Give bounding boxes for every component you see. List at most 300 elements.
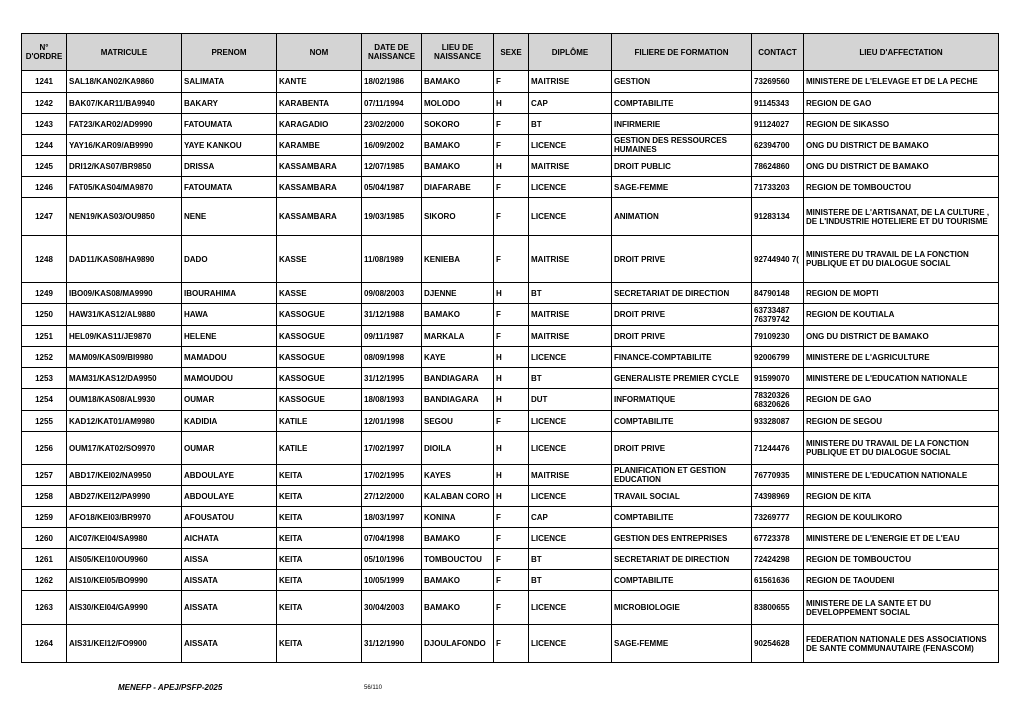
cell-affectation: ONG DU DISTRICT DE BAMAKO xyxy=(804,156,999,177)
cell-birth-date: 12/01/1998 xyxy=(362,411,422,432)
cell-matricule: DAD11/KAS08/HA9890 xyxy=(67,236,182,283)
header-matricule: MATRICULE xyxy=(67,34,182,71)
cell-birth-place: SIKORO xyxy=(422,198,494,236)
cell-sexe: F xyxy=(494,198,529,236)
cell-contact: 71244476 xyxy=(752,432,804,465)
cell-affectation: MINISTERE DE L'ARTISANAT, DE LA CULTURE , DE L'INDUSTRIE HOTELIERE ET DU TOURISME xyxy=(804,198,999,236)
table-row xyxy=(22,570,999,591)
cell-birth-date: 10/05/1999 xyxy=(362,570,422,591)
table-body xyxy=(22,71,999,663)
cell-filiere: SAGE-FEMME xyxy=(612,177,752,198)
cell-prenom: DRISSA xyxy=(182,156,277,177)
cell-filiere: ANIMATION xyxy=(612,198,752,236)
cell-order: 1241 xyxy=(22,71,67,93)
cell-contact: 83800655 xyxy=(752,591,804,625)
cell-contact: 91599070 xyxy=(752,368,804,389)
header-sexe: SEXE xyxy=(494,34,529,71)
header-filiere: FILIERE DE FORMATION xyxy=(612,34,752,71)
table-row xyxy=(22,71,999,93)
cell-prenom: FATOUMATA xyxy=(182,114,277,135)
cell-birth-date: 07/04/1998 xyxy=(362,528,422,549)
cell-sexe: F xyxy=(494,326,529,347)
cell-prenom: NENE xyxy=(182,198,277,236)
cell-affectation: REGION DE TOMBOUCTOU xyxy=(804,549,999,570)
cell-contact: 76770935 xyxy=(752,465,804,486)
cell-birth-place: KAYE xyxy=(422,347,494,368)
cell-order: 1251 xyxy=(22,326,67,347)
cell-matricule: OUM18/KAS08/AL9930 xyxy=(67,389,182,411)
cell-diplome: BT xyxy=(529,549,612,570)
table-row xyxy=(22,236,999,283)
cell-birth-date: 17/02/1997 xyxy=(362,432,422,465)
cell-diplome: MAITRISE xyxy=(529,236,612,283)
cell-birth-date: 09/11/1987 xyxy=(362,326,422,347)
table-row xyxy=(22,114,999,135)
cell-filiere: SECRETARIAT DE DIRECTION xyxy=(612,549,752,570)
cell-prenom: YAYE KANKOU xyxy=(182,135,277,156)
cell-birth-place: BAMAKO xyxy=(422,591,494,625)
cell-prenom: AISSATA xyxy=(182,591,277,625)
cell-matricule: AIC07/KEI04/SA9980 xyxy=(67,528,182,549)
cell-nom: KATILE xyxy=(277,432,362,465)
cell-diplome: LICENCE xyxy=(529,198,612,236)
cell-matricule: MAM09/KAS09/BI9980 xyxy=(67,347,182,368)
cell-sexe: F xyxy=(494,528,529,549)
cell-birth-place: KENIEBA xyxy=(422,236,494,283)
cell-matricule: BAK07/KAR11/BA9940 xyxy=(67,93,182,114)
cell-filiere: INFIRMERIE xyxy=(612,114,752,135)
cell-affectation: REGION DE GAO xyxy=(804,93,999,114)
cell-matricule: AIS30/KEI04/GA9990 xyxy=(67,591,182,625)
cell-sexe: H xyxy=(494,93,529,114)
cell-birth-date: 08/09/1998 xyxy=(362,347,422,368)
table-row xyxy=(22,549,999,570)
table-row xyxy=(22,411,999,432)
cell-filiere: SECRETARIAT DE DIRECTION xyxy=(612,283,752,304)
cell-affectation: FEDERATION NATIONALE DES ASSOCIATIONS DE SANTE COMMUNAUTAIRE (FENASCOM) xyxy=(804,625,999,663)
cell-nom: KEITA xyxy=(277,465,362,486)
cell-sexe: F xyxy=(494,135,529,156)
table-row xyxy=(22,177,999,198)
cell-contact: 91145343 xyxy=(752,93,804,114)
cell-filiere: COMPTABILITE xyxy=(612,411,752,432)
header-birth-date: DATE DE NAISSANCE xyxy=(362,34,422,71)
cell-affectation: MINISTERE DU TRAVAIL DE LA FONCTION PUBLIQUE ET DU DIALOGUE SOCIAL xyxy=(804,236,999,283)
cell-filiere: GESTION DES ENTREPRISES xyxy=(612,528,752,549)
cell-sexe: F xyxy=(494,625,529,663)
cell-sexe: F xyxy=(494,507,529,528)
cell-diplome: BT xyxy=(529,283,612,304)
cell-filiere: COMPTABILITE xyxy=(612,507,752,528)
cell-diplome: CAP xyxy=(529,507,612,528)
header-nom: NOM xyxy=(277,34,362,71)
footer-reference: MENEFP - APEJ/PSFP-2025 xyxy=(118,683,223,692)
cell-nom: KEITA xyxy=(277,591,362,625)
cell-birth-place: DIAFARABE xyxy=(422,177,494,198)
cell-nom: KEITA xyxy=(277,570,362,591)
cell-nom: KASSOGUE xyxy=(277,304,362,326)
cell-diplome: MAITRISE xyxy=(529,326,612,347)
cell-prenom: AFOUSATOU xyxy=(182,507,277,528)
header-affectation: LIEU D'AFFECTATION xyxy=(804,34,999,71)
cell-diplome: LICENCE xyxy=(529,177,612,198)
cell-sexe: F xyxy=(494,570,529,591)
cell-nom: KASSOGUE xyxy=(277,326,362,347)
cell-birth-place: DIOILA xyxy=(422,432,494,465)
cell-prenom: OUMAR xyxy=(182,389,277,411)
cell-filiere: INFORMATIQUE xyxy=(612,389,752,411)
cell-birth-place: KONINA xyxy=(422,507,494,528)
cell-affectation: MINISTERE DE L'ENERGIE ET DE L'EAU xyxy=(804,528,999,549)
cell-filiere: DROIT PRIVE xyxy=(612,304,752,326)
cell-matricule: MAM31/KAS12/DA9950 xyxy=(67,368,182,389)
cell-contact: 72424298 xyxy=(752,549,804,570)
cell-diplome: MAITRISE xyxy=(529,465,612,486)
cell-birth-date: 18/03/1997 xyxy=(362,507,422,528)
cell-birth-date: 12/07/1985 xyxy=(362,156,422,177)
recruitment-table xyxy=(21,33,999,663)
cell-sexe: H xyxy=(494,389,529,411)
cell-affectation: ONG DU DISTRICT DE BAMAKO xyxy=(804,135,999,156)
cell-prenom: KADIDIA xyxy=(182,411,277,432)
cell-affectation: REGION DE KITA xyxy=(804,486,999,507)
header-row xyxy=(22,34,999,71)
cell-nom: KASSOGUE xyxy=(277,368,362,389)
cell-filiere: FINANCE-COMPTABILITE xyxy=(612,347,752,368)
cell-matricule: HAW31/KAS12/AL9880 xyxy=(67,304,182,326)
cell-prenom: AISSA xyxy=(182,549,277,570)
cell-matricule: AFO18/KEI03/BR9970 xyxy=(67,507,182,528)
cell-order: 1246 xyxy=(22,177,67,198)
cell-birth-date: 19/03/1985 xyxy=(362,198,422,236)
cell-matricule: FAT23/KAR02/AD9990 xyxy=(67,114,182,135)
cell-sexe: H xyxy=(494,368,529,389)
table-row xyxy=(22,156,999,177)
cell-birth-place: BANDIAGARA xyxy=(422,368,494,389)
cell-birth-date: 07/11/1994 xyxy=(362,93,422,114)
cell-prenom: AICHATA xyxy=(182,528,277,549)
cell-order: 1263 xyxy=(22,591,67,625)
cell-order: 1252 xyxy=(22,347,67,368)
cell-birth-date: 18/02/1986 xyxy=(362,71,422,93)
cell-matricule: SAL18/KAN02/KA9860 xyxy=(67,71,182,93)
cell-prenom: HAWA xyxy=(182,304,277,326)
cell-sexe: F xyxy=(494,304,529,326)
cell-matricule: IBO09/KAS08/MA9990 xyxy=(67,283,182,304)
cell-birth-place: MARKALA xyxy=(422,326,494,347)
cell-affectation: REGION DE GAO xyxy=(804,389,999,411)
cell-nom: KARAMBE xyxy=(277,135,362,156)
cell-prenom: FATOUMATA xyxy=(182,177,277,198)
cell-diplome: DUT xyxy=(529,389,612,411)
table-row xyxy=(22,625,999,663)
cell-order: 1242 xyxy=(22,93,67,114)
cell-birth-date: 18/08/1993 xyxy=(362,389,422,411)
cell-diplome: MAITRISE xyxy=(529,156,612,177)
cell-prenom: OUMAR xyxy=(182,432,277,465)
cell-affectation: REGION DE KOULIKORO xyxy=(804,507,999,528)
cell-birth-place: BAMAKO xyxy=(422,156,494,177)
cell-contact: 90254628 xyxy=(752,625,804,663)
cell-birth-place: SEGOU xyxy=(422,411,494,432)
cell-contact: 78624860 xyxy=(752,156,804,177)
page-number: 56/110 xyxy=(364,685,382,691)
cell-order: 1249 xyxy=(22,283,67,304)
cell-order: 1256 xyxy=(22,432,67,465)
cell-filiere: GENERALISTE PREMIER CYCLE xyxy=(612,368,752,389)
cell-filiere: DROIT PRIVE xyxy=(612,432,752,465)
cell-order: 1255 xyxy=(22,411,67,432)
cell-contact: 91124027 xyxy=(752,114,804,135)
table-row xyxy=(22,304,999,326)
header-contact: CONTACT xyxy=(752,34,804,71)
cell-matricule: ABD17/KEI02/NA9950 xyxy=(67,465,182,486)
cell-order: 1258 xyxy=(22,486,67,507)
cell-diplome: LICENCE xyxy=(529,432,612,465)
cell-order: 1247 xyxy=(22,198,67,236)
cell-nom: KASSAMBARA xyxy=(277,198,362,236)
header-order: N° D'ORDRE xyxy=(22,34,67,71)
cell-birth-place: SOKORO xyxy=(422,114,494,135)
cell-birth-date: 17/02/1995 xyxy=(362,465,422,486)
cell-prenom: SALIMATA xyxy=(182,71,277,93)
cell-birth-date: 27/12/2000 xyxy=(362,486,422,507)
table-row xyxy=(22,326,999,347)
table-row xyxy=(22,198,999,236)
cell-prenom: IBOURAHIMA xyxy=(182,283,277,304)
cell-filiere: COMPTABILITE xyxy=(612,93,752,114)
cell-sexe: H xyxy=(494,283,529,304)
cell-prenom: MAMOUDOU xyxy=(182,368,277,389)
cell-filiere: TRAVAIL SOCIAL xyxy=(612,486,752,507)
cell-order: 1253 xyxy=(22,368,67,389)
cell-sexe: F xyxy=(494,591,529,625)
cell-prenom: AISSATA xyxy=(182,570,277,591)
cell-contact: 63733487 76379742 xyxy=(752,304,804,326)
cell-diplome: LICENCE xyxy=(529,486,612,507)
cell-order: 1254 xyxy=(22,389,67,411)
cell-matricule: OUM17/KAT02/SO9970 xyxy=(67,432,182,465)
cell-nom: KANTE xyxy=(277,71,362,93)
cell-order: 1259 xyxy=(22,507,67,528)
cell-affectation: MINISTERE DE L'AGRICULTURE xyxy=(804,347,999,368)
cell-sexe: F xyxy=(494,71,529,93)
cell-birth-date: 31/12/1988 xyxy=(362,304,422,326)
cell-birth-date: 30/04/2003 xyxy=(362,591,422,625)
cell-affectation: REGION DE SIKASSO xyxy=(804,114,999,135)
cell-filiere: PLANIFICATION ET GESTION EDUCATION xyxy=(612,465,752,486)
cell-prenom: ABDOULAYE xyxy=(182,486,277,507)
cell-sexe: H xyxy=(494,432,529,465)
table-row xyxy=(22,389,999,411)
cell-sexe: H xyxy=(494,156,529,177)
cell-nom: KEITA xyxy=(277,625,362,663)
cell-affectation: MINISTERE DE L'EDUCATION NATIONALE xyxy=(804,465,999,486)
cell-matricule: FAT05/KAS04/MA9870 xyxy=(67,177,182,198)
cell-prenom: HELENE xyxy=(182,326,277,347)
cell-affectation: MINISTERE DE L'EDUCATION NATIONALE xyxy=(804,368,999,389)
cell-diplome: MAITRISE xyxy=(529,304,612,326)
cell-nom: KASSE xyxy=(277,283,362,304)
header-prenom: PRENOM xyxy=(182,34,277,71)
cell-nom: KARABENTA xyxy=(277,93,362,114)
cell-order: 1264 xyxy=(22,625,67,663)
cell-contact: 62394700 xyxy=(752,135,804,156)
cell-affectation: ONG DU DISTRICT DE BAMAKO xyxy=(804,326,999,347)
table-row xyxy=(22,432,999,465)
cell-birth-date: 09/08/2003 xyxy=(362,283,422,304)
cell-matricule: YAY16/KAR09/AB9990 xyxy=(67,135,182,156)
cell-birth-place: BAMAKO xyxy=(422,135,494,156)
cell-contact: 93328087 xyxy=(752,411,804,432)
cell-nom: KEITA xyxy=(277,507,362,528)
table-row xyxy=(22,368,999,389)
cell-contact: 84790148 xyxy=(752,283,804,304)
cell-nom: KEITA xyxy=(277,549,362,570)
cell-birth-place: BANDIAGARA xyxy=(422,389,494,411)
cell-affectation: REGION DE MOPTI xyxy=(804,283,999,304)
cell-matricule: NEN19/KAS03/OU9850 xyxy=(67,198,182,236)
cell-birth-place: DJOULAFONDO xyxy=(422,625,494,663)
cell-affectation: MINISTERE DE LA SANTE ET DU DEVELOPPEMENT SOCIAL xyxy=(804,591,999,625)
cell-contact: 74398969 xyxy=(752,486,804,507)
cell-birth-place: DJENNE xyxy=(422,283,494,304)
cell-filiere: DROIT PUBLIC xyxy=(612,156,752,177)
cell-nom: KASSAMBARA xyxy=(277,156,362,177)
cell-nom: KASSOGUE xyxy=(277,389,362,411)
cell-order: 1261 xyxy=(22,549,67,570)
cell-order: 1243 xyxy=(22,114,67,135)
cell-contact: 73269560 xyxy=(752,71,804,93)
cell-diplome: MAITRISE xyxy=(529,71,612,93)
header-birth-place: LIEU DE NAISSANCE xyxy=(422,34,494,71)
cell-sexe: H xyxy=(494,347,529,368)
cell-nom: KEITA xyxy=(277,528,362,549)
cell-contact: 78320326 68320626 xyxy=(752,389,804,411)
cell-birth-date: 31/12/1990 xyxy=(362,625,422,663)
cell-birth-date: 16/09/2002 xyxy=(362,135,422,156)
cell-matricule: AIS31/KEI12/FO9900 xyxy=(67,625,182,663)
cell-filiere: COMPTABILITE xyxy=(612,570,752,591)
cell-affectation: REGION DE TOMBOUCTOU xyxy=(804,177,999,198)
cell-sexe: F xyxy=(494,177,529,198)
cell-order: 1262 xyxy=(22,570,67,591)
cell-diplome: LICENCE xyxy=(529,591,612,625)
cell-diplome: LICENCE xyxy=(529,135,612,156)
cell-birth-place: MOLODO xyxy=(422,93,494,114)
cell-sexe: F xyxy=(494,549,529,570)
cell-nom: KASSOGUE xyxy=(277,347,362,368)
cell-diplome: BT xyxy=(529,114,612,135)
table-row xyxy=(22,507,999,528)
cell-diplome: BT xyxy=(529,368,612,389)
cell-affectation: REGION DE SEGOU xyxy=(804,411,999,432)
cell-diplome: LICENCE xyxy=(529,528,612,549)
table-row xyxy=(22,528,999,549)
cell-prenom: BAKARY xyxy=(182,93,277,114)
cell-diplome: BT xyxy=(529,570,612,591)
cell-order: 1244 xyxy=(22,135,67,156)
cell-birth-place: BAMAKO xyxy=(422,304,494,326)
table-row xyxy=(22,93,999,114)
cell-order: 1248 xyxy=(22,236,67,283)
cell-diplome: LICENCE xyxy=(529,625,612,663)
table-row xyxy=(22,591,999,625)
cell-sexe: F xyxy=(494,114,529,135)
cell-nom: KEITA xyxy=(277,486,362,507)
cell-birth-date: 05/10/1996 xyxy=(362,549,422,570)
cell-affectation: MINISTERE DU TRAVAIL DE LA FONCTION PUBLIQUE ET DU DIALOGUE SOCIAL xyxy=(804,432,999,465)
cell-contact: 67723378 xyxy=(752,528,804,549)
cell-birth-date: 05/04/1987 xyxy=(362,177,422,198)
cell-prenom: DADO xyxy=(182,236,277,283)
cell-birth-place: BAMAKO xyxy=(422,71,494,93)
cell-sexe: H xyxy=(494,465,529,486)
cell-order: 1260 xyxy=(22,528,67,549)
cell-filiere: GESTION xyxy=(612,71,752,93)
cell-diplome: LICENCE xyxy=(529,411,612,432)
cell-filiere: DROIT PRIVE xyxy=(612,236,752,283)
cell-birth-date: 31/12/1995 xyxy=(362,368,422,389)
table-row xyxy=(22,465,999,486)
cell-affectation: MINISTERE DE L'ELEVAGE ET DE LA PECHE xyxy=(804,71,999,93)
cell-contact: 71733203 xyxy=(752,177,804,198)
table-row xyxy=(22,347,999,368)
cell-affectation: REGION DE TAOUDENI xyxy=(804,570,999,591)
cell-sexe: H xyxy=(494,486,529,507)
cell-contact: 92744940 7( xyxy=(752,236,804,283)
cell-birth-place: TOMBOUCTOU xyxy=(422,549,494,570)
cell-nom: KASSE xyxy=(277,236,362,283)
cell-prenom: ABDOULAYE xyxy=(182,465,277,486)
cell-filiere: DROIT PRIVE xyxy=(612,326,752,347)
cell-diplome: CAP xyxy=(529,93,612,114)
cell-diplome: LICENCE xyxy=(529,347,612,368)
cell-birth-date: 23/02/2000 xyxy=(362,114,422,135)
cell-order: 1245 xyxy=(22,156,67,177)
cell-sexe: F xyxy=(494,411,529,432)
cell-matricule: ABD27/KEI12/PA9990 xyxy=(67,486,182,507)
cell-filiere: GESTION DES RESSOURCES HUMAINES xyxy=(612,135,752,156)
cell-prenom: AISSATA xyxy=(182,625,277,663)
cell-order: 1257 xyxy=(22,465,67,486)
cell-birth-place: KALABAN CORO xyxy=(422,486,494,507)
cell-matricule: AIS10/KEI05/BO9990 xyxy=(67,570,182,591)
header-diplome: DIPLÔME xyxy=(529,34,612,71)
cell-contact: 79109230 xyxy=(752,326,804,347)
table-row xyxy=(22,283,999,304)
cell-matricule: KAD12/KAT01/AM9980 xyxy=(67,411,182,432)
cell-birth-place: KAYES xyxy=(422,465,494,486)
cell-filiere: SAGE-FEMME xyxy=(612,625,752,663)
cell-matricule: HEL09/KAS11/JE9870 xyxy=(67,326,182,347)
cell-contact: 92006799 xyxy=(752,347,804,368)
table-row xyxy=(22,135,999,156)
cell-affectation: REGION DE KOUTIALA xyxy=(804,304,999,326)
cell-matricule: DRI12/KAS07/BR9850 xyxy=(67,156,182,177)
cell-birth-place: BAMAKO xyxy=(422,570,494,591)
cell-order: 1250 xyxy=(22,304,67,326)
cell-nom: KARAGADIO xyxy=(277,114,362,135)
cell-contact: 73269777 xyxy=(752,507,804,528)
cell-filiere: MICROBIOLOGIE xyxy=(612,591,752,625)
cell-birth-date: 11/08/1989 xyxy=(362,236,422,283)
cell-nom: KASSAMBARA xyxy=(277,177,362,198)
cell-contact: 91283134 xyxy=(752,198,804,236)
cell-birth-place: BAMAKO xyxy=(422,528,494,549)
cell-matricule: AIS05/KEI10/OU9960 xyxy=(67,549,182,570)
cell-contact: 61561636 xyxy=(752,570,804,591)
